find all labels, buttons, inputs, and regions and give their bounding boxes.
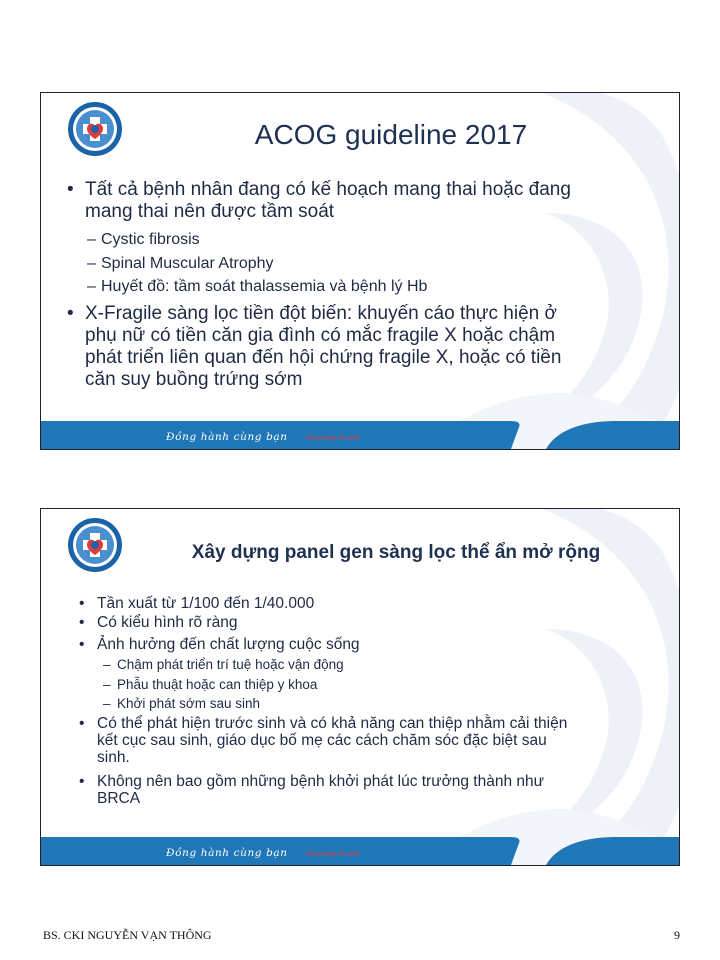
page-number: 9 [674,928,680,942]
bullet-dot-icon: • [79,614,85,631]
bullet-dot-icon: • [79,773,85,790]
bullet-item: • X-Fragile sàng lọc tiền đột biến: khuyến cáo thực hiện ở phụ nữ có tiền căn gia đình có mắc fragile X hoặc chậm phát triển liên quan đến hội chứng fragile X, hoặc có tiền căn suy buồng trứng sớm [67,303,562,390]
bullet-item: • Ảnh hưởng đến chất lượng cuộc sống [79,636,360,653]
bullet-item: • Có thể phát hiện trước sinh và có khả năng can thiệp nhằm cải thiện kết cục sau sinh, giáo dục bố mẹ các cách chăm sóc đặc biệt sau sinh. [79,715,568,766]
hospital-logo [67,101,123,157]
slide-2 [40,508,680,866]
slide-title: ACOG guideline 2017 [254,119,528,150]
bullet-item: • Tần xuất từ 1/100 đến 1/40.000 [79,595,315,612]
bullet-dot-icon: • [79,595,85,612]
slide-1 [40,92,680,450]
footer-slogan: Đồng hành cùng bạn [166,847,288,859]
bullet-dot-icon: • [79,715,85,732]
footer-slogan: Đồng hành cùng bạn [166,431,288,443]
bullet-dot-icon: • [67,179,74,200]
bullet-item: • Không nên bao gồm những bệnh khởi phát lúc trưởng thành như BRCA [79,773,545,807]
footer-red-tagline: Vượt qua vô sinh [306,851,360,858]
sub-item: – Phẫu thuật hoặc can thiệp y khoa [103,677,318,692]
bullet-item: • Có kiểu hình rõ ràng [79,614,238,631]
sub-item: – Spinal Muscular Atrophy [87,255,274,272]
sub-item: – Khởi phát sớm sau sinh [103,696,261,711]
bullet-dot-icon: • [79,636,85,653]
sub-item: – Huyết đồ: tầm soát thalassemia và bệnh lý Hb [87,278,428,295]
sub-item: – Chậm phát triển trí tuệ hoặc vận động [103,657,344,672]
slide-title: Xây dựng panel gen sàng lọc thể ẩn mở rộng [191,542,601,563]
page-author: BS. CKI NGUYỄN VẠN THÔNG [43,928,212,942]
bullet-dot-icon: • [67,303,74,324]
bullet-item: • Tất cả bệnh nhân đang có kế hoạch mang thai hoặc đang mang thai nên được tầm soát [67,179,571,222]
footer-bar [41,837,680,865]
footer-bar [41,421,680,449]
footer-red-tagline: Vượt qua vô sinh [306,435,360,442]
sub-item: – Cystic fibrosis [87,231,200,248]
hospital-logo [67,517,123,573]
